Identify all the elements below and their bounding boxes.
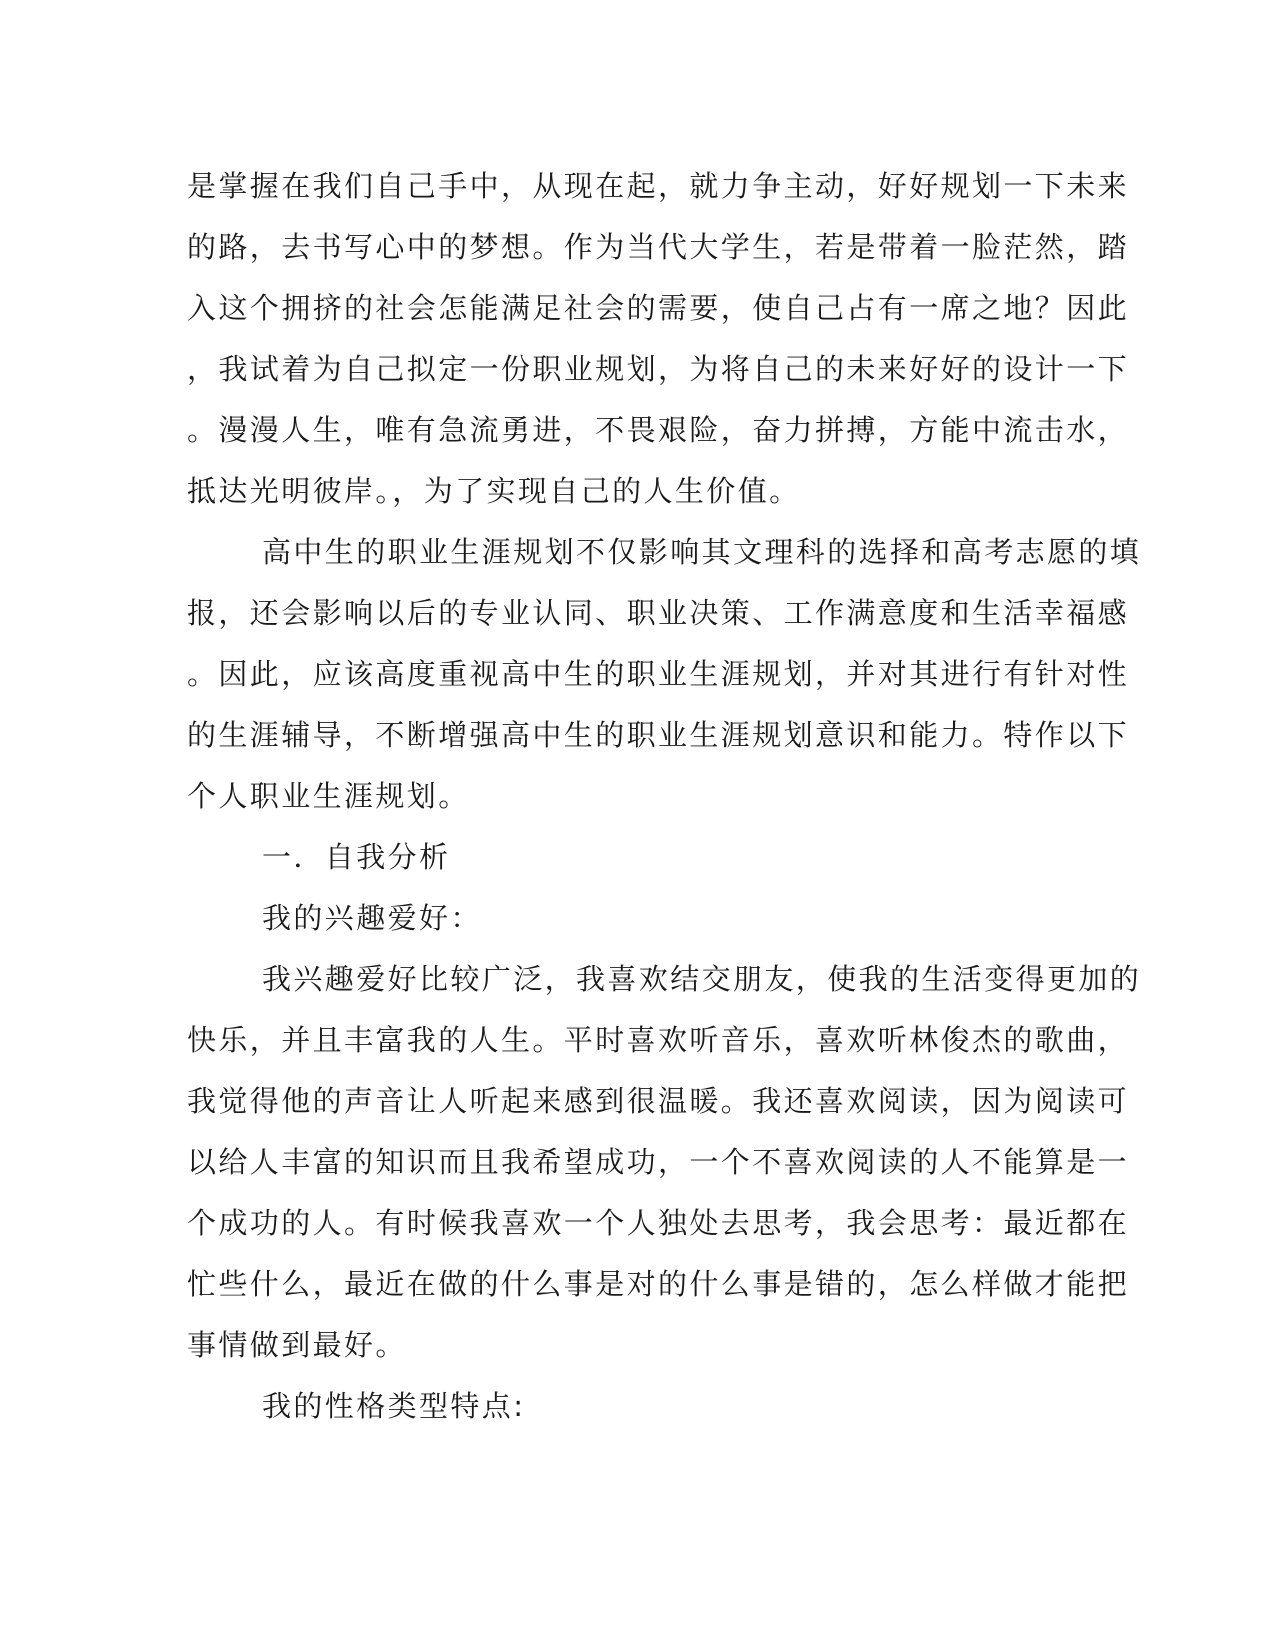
text-line: 事情做到最好。 (187, 1328, 407, 1362)
text-line: 个人职业生涯规划。 (187, 779, 470, 813)
document-body (187, 156, 1142, 1437)
text-line: 入这个拥挤的社会怎能满足社会的需要，使自己占有一席之地？因此 (187, 291, 1130, 325)
text-line: 的生涯辅导，不断增强高中生的职业生涯规划意识和能力。特作以下 (187, 718, 1130, 752)
text-line: 报，还会影响以后的专业认同、职业决策、工作满意度和生活幸福感 (187, 596, 1130, 630)
text-line: 快乐，并且丰富我的人生。平时喜欢听音乐，喜欢听林俊杰的歌曲， (187, 1023, 1130, 1057)
section-heading: 一．自我分析 (262, 840, 451, 874)
text-line: 我觉得他的声音让人听起来感到很温暖。我还喜欢阅读，因为阅读可 (187, 1084, 1130, 1118)
text-line: 是掌握在我们自己手中，从现在起，就力争主动，好好规划一下未来 (187, 169, 1130, 203)
text-line: 抵达光明彼岸。，为了实现自己的人生价值。 (187, 474, 801, 508)
paragraph-start-line: 我兴趣爱好比较广泛，我喜欢结交朋友，使我的生活变得更加的 (262, 962, 1142, 996)
text-line: 的路，去书写心中的梦想。作为当代大学生，若是带着一脸茫然，踏 (187, 230, 1130, 264)
text-line: 。因此，应该高度重视高中生的职业生涯规划，并对其进行有针对性 (187, 657, 1130, 691)
paragraph-start-line: 高中生的职业生涯规划不仅影响其文理科的选择和高考志愿的填 (262, 535, 1142, 569)
text-line: ，我试着为自己拟定一份职业规划，为将自己的未来好好的设计一下 (187, 352, 1130, 386)
subsection-heading: 我的兴趣爱好： (262, 901, 482, 935)
text-line: 以给人丰富的知识而且我希望成功，一个不喜欢阅读的人不能算是一 (187, 1145, 1130, 1179)
text-line: 个成功的人。有时候我喜欢一个人独处去思考，我会思考：最近都在 (187, 1206, 1130, 1240)
subsection-heading: 我的性格类型特点: (262, 1389, 526, 1423)
text-line: 忙些什么，最近在做的什么事是对的什么事是错的，怎么样做才能把 (187, 1267, 1130, 1301)
text-line: 。漫漫人生，唯有急流勇进，不畏艰险，奋力拼搏，方能中流击水， (187, 413, 1130, 447)
